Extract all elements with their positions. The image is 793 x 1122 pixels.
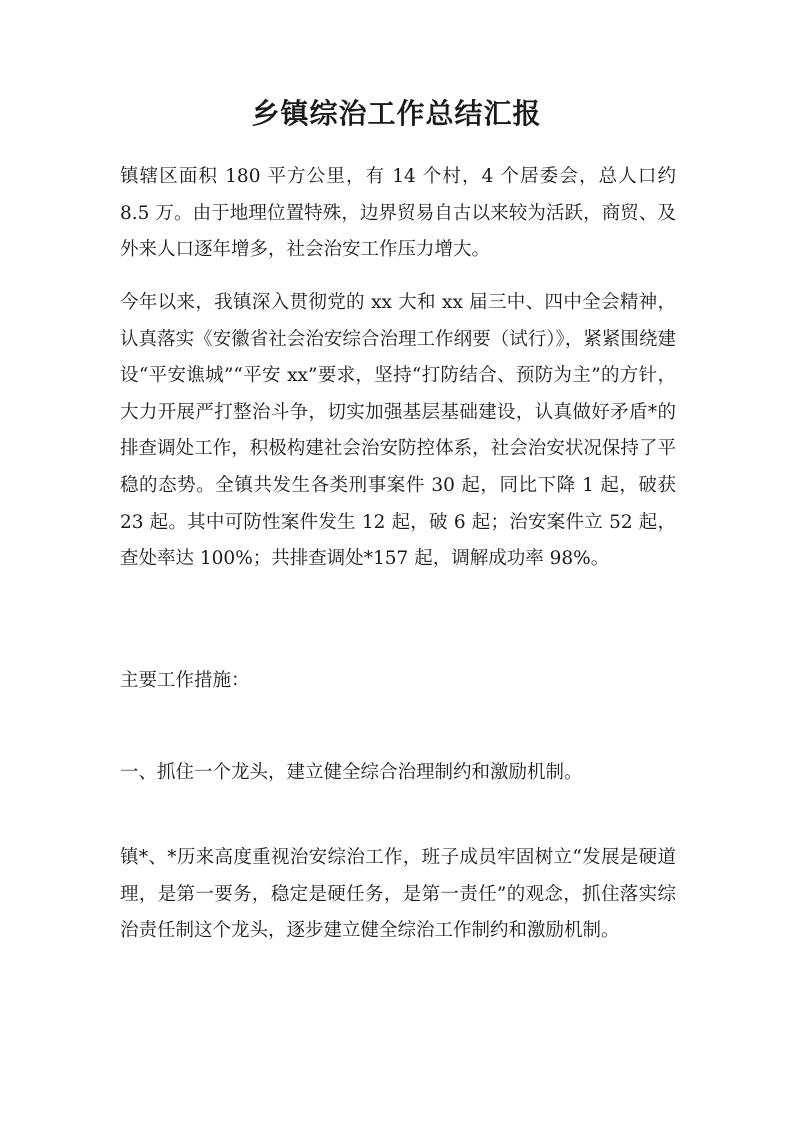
paragraph-section-one-heading: 一、抓住一个龙头，建立健全综合治理制约和激励机制。 [120,762,583,783]
paragraph-yearly-summary: 今年以来，我镇深入贯彻党的 xx 大和 xx 届三中、四中全会精神，认真落实《安徽省社会治安综合治理工作纲要（试行）》，紧紧围绕建设“平安谯城”“平安 xx”要求，坚持“打防结合、预防为主”的方针，大力开展严打整治斗争，切实加强基层基础建设，认真做好矛盾*的排查调处工作，积极构建社会治安防控体系，社会治安状况保持了平稳的态势。全镇共发生各类刑事案件 30 起，同比下降 1 起，破获 23 起。其中可防性案件发生 12 起，破 6 起；治安案件立 52 起，查处率达 100%；共排查调处*157 起，调解成功率 98%。 [120,292,676,570]
paragraph-overview: 镇辖区面积 180 平方公里，有 14 个村，4 个居委会，总人口约 8.5 万。由于地理位置特殊，边界贸易自古以来较为活跃，商贸、及外来人口逐年增多，社会治安工作压力增大。 [120,166,676,261]
paragraph-section-one-body: 镇*、*历来高度重视治安综治工作，班子成员牢固树立“发展是硬道理，是第一要务，稳定是硬任务，是第一责任”的观念，抓住落实综治责任制这个龙头，逐步建立健全综治工作制约和激励机制。 [120,847,676,942]
paragraph-measures-heading: 主要工作措施： [120,670,250,691]
document-title: 乡镇综治工作总结汇报 [251,97,542,130]
